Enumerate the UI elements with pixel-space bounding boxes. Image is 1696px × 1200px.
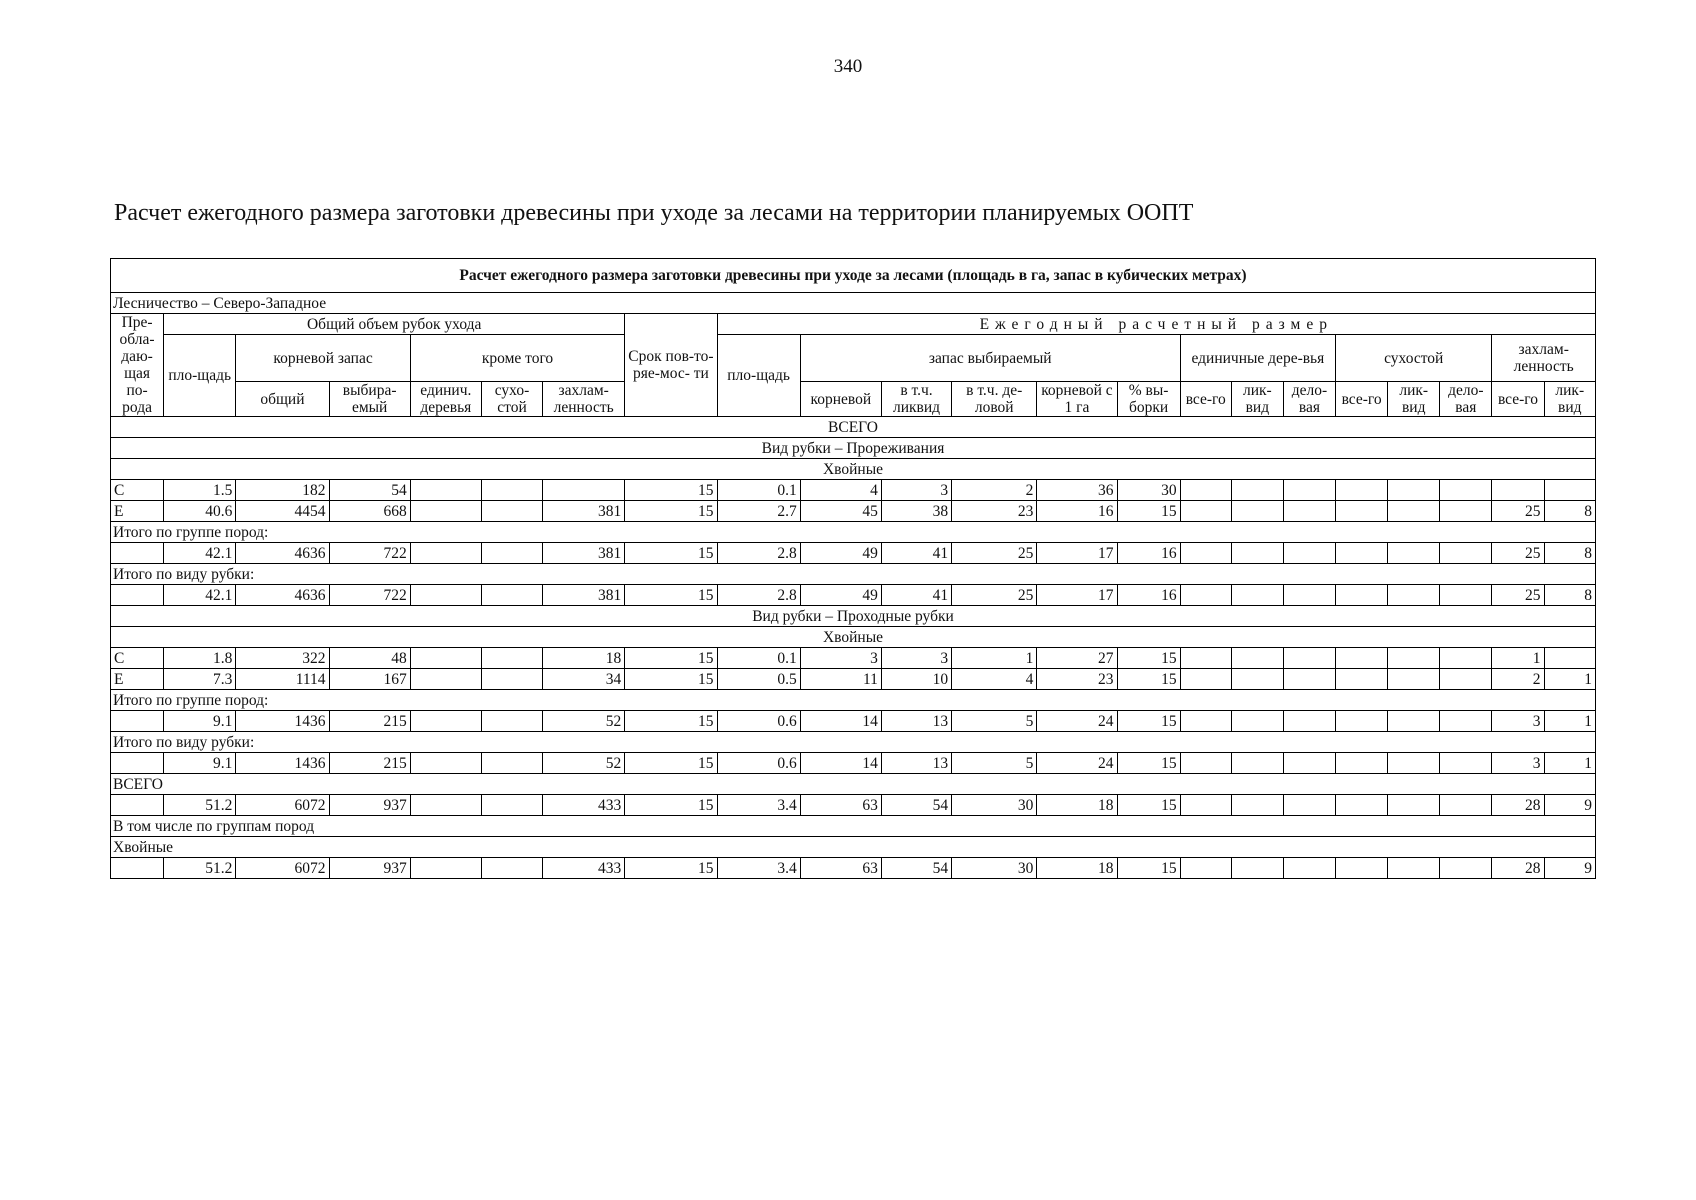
table-cell (1388, 543, 1440, 564)
table-cell: 41 (881, 585, 951, 606)
group-total-label-row (111, 690, 1596, 711)
table-cell: 2.8 (717, 543, 800, 564)
table-cell (1180, 753, 1231, 774)
table-cell (1283, 501, 1335, 522)
table-cell: 15 (1117, 795, 1180, 816)
table-cell (1388, 795, 1440, 816)
table-cell (410, 711, 481, 732)
table-cell: 4 (800, 480, 881, 501)
table-cell: 2 (952, 480, 1037, 501)
header-litter-group: захлам-ленность (1492, 335, 1596, 382)
table-cell: 1.8 (164, 648, 236, 669)
header-incl-liquid: в т.ч. ликвид (881, 382, 951, 417)
header-annual-size: Ежегодный расчетный размер (717, 314, 1595, 335)
table-cell: 8 (1544, 543, 1595, 564)
table-cell: 1114 (236, 669, 329, 690)
group-total-row (111, 711, 1596, 732)
table-cell: 1 (1544, 753, 1595, 774)
table-cell (1440, 543, 1492, 564)
grand-total-row (111, 795, 1596, 816)
table-cell: 4 (952, 669, 1037, 690)
table-cell (1283, 585, 1335, 606)
table-cell: 15 (625, 480, 717, 501)
table-cell: 3 (881, 480, 951, 501)
table-cell (1336, 858, 1388, 879)
table-cell: 3 (800, 648, 881, 669)
table-cell: 15 (625, 543, 717, 564)
table-cell (1388, 480, 1440, 501)
table-cell (481, 753, 542, 774)
table-cell (481, 648, 542, 669)
table-cell: 54 (881, 858, 951, 879)
table-cell: 15 (1117, 669, 1180, 690)
table-cell: 4454 (236, 501, 329, 522)
table-cell: 3 (1492, 711, 1544, 732)
table-cell: 52 (543, 753, 625, 774)
table-cell: 2 (1492, 669, 1544, 690)
group-total-label: Итого по группе пород: (111, 522, 1596, 543)
table-row (111, 501, 1596, 522)
table-cell: 16 (1117, 543, 1180, 564)
table-cell: 215 (329, 753, 410, 774)
table-cell: 1 (1492, 648, 1544, 669)
table-cell: 5 (952, 753, 1037, 774)
header-business-2: дело-вая (1440, 382, 1492, 417)
table-cell: 16 (1117, 585, 1180, 606)
table-cell (1180, 858, 1231, 879)
table-cell (410, 858, 481, 879)
table-cell: 937 (329, 858, 410, 879)
table-cell (1388, 648, 1440, 669)
header-besides: кроме того (410, 335, 625, 382)
type-total-row (111, 585, 1596, 606)
table-cell (1440, 648, 1492, 669)
table-cell: 14 (800, 753, 881, 774)
header-business: дело-вая (1283, 382, 1335, 417)
table-cell: Е (111, 669, 164, 690)
table-cell (1180, 543, 1231, 564)
table-cell: 15 (1117, 501, 1180, 522)
table-cell: 9 (1544, 795, 1595, 816)
table-cell: 10 (881, 669, 951, 690)
table-cell: 15 (1117, 711, 1180, 732)
table-cell: 15 (625, 501, 717, 522)
table-row (111, 480, 1596, 501)
table-cell: 182 (236, 480, 329, 501)
table-cell: 40.6 (164, 501, 236, 522)
table-cell (1180, 795, 1231, 816)
table-cell: 9.1 (164, 711, 236, 732)
table-cell: С (111, 648, 164, 669)
table-cell (1180, 585, 1231, 606)
table-cell: 9 (1544, 858, 1595, 879)
grand-total-label-row (111, 774, 1596, 795)
table-cell (481, 480, 542, 501)
table-cell: 937 (329, 795, 410, 816)
table-cell: 9.1 (164, 753, 236, 774)
header-total: общий (236, 382, 329, 417)
table-cell: 0.6 (717, 753, 800, 774)
table-cell (1231, 711, 1283, 732)
type-total-label-row (111, 564, 1596, 585)
table-cell: 30 (952, 795, 1037, 816)
table-cell: 18 (1037, 858, 1117, 879)
cut-type-heading-row (111, 606, 1596, 627)
table-cell (410, 501, 481, 522)
by-group-name: Хвойные (111, 837, 1596, 858)
table-cell (1440, 480, 1492, 501)
table-cell (410, 669, 481, 690)
table-cell: 15 (1117, 753, 1180, 774)
table-cell: 381 (543, 501, 625, 522)
table-cell (1231, 501, 1283, 522)
table-cell (111, 543, 164, 564)
table-cell: 722 (329, 543, 410, 564)
table-cell: 1.5 (164, 480, 236, 501)
header-total-volume: Общий объем рубок ухода (164, 314, 625, 335)
table-cell: 49 (800, 543, 881, 564)
table-cell: 63 (800, 858, 881, 879)
table-cell (1231, 753, 1283, 774)
table-cell (1231, 795, 1283, 816)
table-cell (481, 669, 542, 690)
table-cell: 38 (881, 501, 951, 522)
table-cell: 42.1 (164, 585, 236, 606)
table-cell: 34 (543, 669, 625, 690)
header-single-trees: единич. деревья (410, 382, 481, 417)
table-cell: 15 (625, 669, 717, 690)
table-cell: 15 (625, 648, 717, 669)
table-cell: 1436 (236, 711, 329, 732)
table-cell (1336, 648, 1388, 669)
table-cell (1440, 858, 1492, 879)
table-cell (410, 753, 481, 774)
header-stock-selected: запас выбираемый (800, 335, 1180, 382)
table-cell: 16 (1037, 501, 1117, 522)
group-total-label-row (111, 522, 1596, 543)
table-cell: 18 (1037, 795, 1117, 816)
table-cell: 51.2 (164, 858, 236, 879)
table-cell (1283, 543, 1335, 564)
table-cell (111, 711, 164, 732)
table-cell: 15 (625, 585, 717, 606)
table-cell: 54 (329, 480, 410, 501)
table-cell (1180, 711, 1231, 732)
table-cell: 433 (543, 858, 625, 879)
header-all-2: все-го (1336, 382, 1388, 417)
table-cell: 15 (625, 711, 717, 732)
table-cell (1544, 648, 1595, 669)
header-liquid-2: лик-вид (1388, 382, 1440, 417)
table-cell (1283, 648, 1335, 669)
table-cell: 0.5 (717, 669, 800, 690)
table-cell: 51.2 (164, 795, 236, 816)
table-cell: 15 (625, 753, 717, 774)
table-cell (111, 753, 164, 774)
table-cell (481, 795, 542, 816)
table-cell (1180, 480, 1231, 501)
table-cell (1336, 795, 1388, 816)
total-heading: ВСЕГО (111, 417, 1596, 438)
table-cell: 13 (881, 711, 951, 732)
table-cell (111, 858, 164, 879)
header-litter: захлам-ленность (543, 382, 625, 417)
table-cell: 5 (952, 711, 1037, 732)
table-cell (1336, 753, 1388, 774)
table-cell: 722 (329, 585, 410, 606)
header-incl-business: в т.ч. де-ловой (952, 382, 1037, 417)
table-cell (1336, 501, 1388, 522)
table-cell: 1 (952, 648, 1037, 669)
table-cell: 167 (329, 669, 410, 690)
table-cell: 25 (1492, 585, 1544, 606)
table-cell (410, 480, 481, 501)
group-total-label: Итого по группе пород: (111, 690, 1596, 711)
document-title: Расчет ежегодного размера заготовки древесины при уходе за лесами на территории планируемых ООПТ (114, 200, 1194, 226)
table-cell (1231, 480, 1283, 501)
type-total-row (111, 753, 1596, 774)
table-cell: 15 (625, 795, 717, 816)
table-cell: 18 (543, 648, 625, 669)
table-cell: 4636 (236, 543, 329, 564)
cut-type-heading: Вид рубки – Проходные рубки (111, 606, 1596, 627)
species-group-heading-row (111, 459, 1596, 480)
header-root: корневой (800, 382, 881, 417)
table-cell (1180, 501, 1231, 522)
grand-total-label: ВСЕГО (111, 774, 1596, 795)
table-cell: 15 (1117, 858, 1180, 879)
table-cell (1440, 711, 1492, 732)
table-cell: 23 (1037, 669, 1117, 690)
table-cell: 381 (543, 585, 625, 606)
table-cell: 54 (881, 795, 951, 816)
table-cell: 17 (1037, 543, 1117, 564)
table-cell: 48 (329, 648, 410, 669)
table-cell (543, 480, 625, 501)
table-cell: 6072 (236, 858, 329, 879)
species-group-heading-row (111, 627, 1596, 648)
table-cell (481, 543, 542, 564)
table-cell: 11 (800, 669, 881, 690)
table-cell (481, 711, 542, 732)
table-cell (1492, 480, 1544, 501)
table-cell: 28 (1492, 858, 1544, 879)
logging-table-container (110, 258, 1596, 879)
header-pct-selection: % вы-борки (1117, 382, 1180, 417)
table-cell: Е (111, 501, 164, 522)
table-cell: 2.7 (717, 501, 800, 522)
table-cell (1283, 480, 1335, 501)
cut-type-heading: Вид рубки – Прореживания (111, 438, 1596, 459)
table-cell: 25 (1492, 543, 1544, 564)
total-heading-row (111, 417, 1596, 438)
table-cell (1388, 711, 1440, 732)
table-cell: 8 (1544, 585, 1595, 606)
species-group-heading: Хвойные (111, 459, 1596, 480)
table-body (111, 417, 1596, 879)
table-cell (1231, 669, 1283, 690)
header-all-3: все-го (1492, 382, 1544, 417)
table-cell: 1 (1544, 711, 1595, 732)
header-dead-stand: сухо-стой (481, 382, 542, 417)
table-cell (1336, 711, 1388, 732)
by-groups-label-row (111, 816, 1596, 837)
table-cell: 41 (881, 543, 951, 564)
table-cell (410, 543, 481, 564)
group-total-row (111, 543, 1596, 564)
table-cell (1440, 501, 1492, 522)
table-cell (1440, 585, 1492, 606)
table-cell (1283, 753, 1335, 774)
table-cell (1231, 585, 1283, 606)
table-cell (1231, 543, 1283, 564)
table-cell (481, 585, 542, 606)
table-cell: 0.6 (717, 711, 800, 732)
table-cell (1336, 543, 1388, 564)
table-cell (1231, 858, 1283, 879)
table-cell (1283, 795, 1335, 816)
table-cell (1180, 669, 1231, 690)
table-cell: 668 (329, 501, 410, 522)
table-cell: 27 (1037, 648, 1117, 669)
table-cell: 63 (800, 795, 881, 816)
table-cell (481, 858, 542, 879)
header-root-stock: корневой запас (236, 335, 410, 382)
table-cell (1440, 753, 1492, 774)
table-cell: 49 (800, 585, 881, 606)
table-cell (410, 795, 481, 816)
table-cell: 1436 (236, 753, 329, 774)
table-cell: 15 (625, 858, 717, 879)
table-cell (1440, 669, 1492, 690)
table-cell (1231, 648, 1283, 669)
header-area: пло-щадь (164, 335, 236, 417)
table-cell: 28 (1492, 795, 1544, 816)
table-cell (1388, 501, 1440, 522)
table-cell (1440, 795, 1492, 816)
table-cell (410, 648, 481, 669)
type-total-label-row (111, 732, 1596, 753)
table-cell: 25 (952, 543, 1037, 564)
table-cell: 3.4 (717, 795, 800, 816)
header-species: Пре-обла-даю-щая по-рода (111, 314, 164, 417)
by-group-name-row (111, 837, 1596, 858)
table-cell: С (111, 480, 164, 501)
table-cell: 1 (1544, 669, 1595, 690)
table-cell: 381 (543, 543, 625, 564)
table-cell: 322 (236, 648, 329, 669)
table-cell: 8 (1544, 501, 1595, 522)
header-root-per-ha: корневой с 1 га (1037, 382, 1117, 417)
by-groups-label: В том числе по группам пород (111, 816, 1596, 837)
cut-type-heading-row (111, 438, 1596, 459)
table-cell (1283, 858, 1335, 879)
table-cell (1336, 480, 1388, 501)
table-cell (111, 795, 164, 816)
table-cell: 7.3 (164, 669, 236, 690)
table-cell: 433 (543, 795, 625, 816)
table-cell: 13 (881, 753, 951, 774)
table-cell (1336, 585, 1388, 606)
species-group-heading: Хвойные (111, 627, 1596, 648)
table-cell: 215 (329, 711, 410, 732)
table-cell: 42.1 (164, 543, 236, 564)
table-cell (410, 585, 481, 606)
header-annual-area: пло-щадь (717, 335, 800, 417)
page-number: 340 (833, 56, 863, 77)
by-group-row (111, 858, 1596, 879)
table-cell: 15 (1117, 648, 1180, 669)
table-cell: 2.8 (717, 585, 800, 606)
table-cell (1388, 669, 1440, 690)
table-cell: 3.4 (717, 858, 800, 879)
table-cell (1388, 858, 1440, 879)
header-single-trees-group: единичные дере-вья (1180, 335, 1335, 382)
table-cell: 0.1 (717, 480, 800, 501)
table-cell (1388, 753, 1440, 774)
table-cell: 17 (1037, 585, 1117, 606)
table-cell: 3 (881, 648, 951, 669)
table-cell (111, 585, 164, 606)
logging-calculation-table (110, 258, 1596, 879)
table-cell: 3 (1492, 753, 1544, 774)
table-cell: 30 (952, 858, 1037, 879)
table-cell: 25 (1492, 501, 1544, 522)
table-cell: 25 (952, 585, 1037, 606)
table-cell (1336, 669, 1388, 690)
table-cell: 6072 (236, 795, 329, 816)
table-cell: 24 (1037, 711, 1117, 732)
type-total-label: Итого по виду рубки: (111, 564, 1596, 585)
header-liquid: лик-вид (1231, 382, 1283, 417)
header-liquid-3: лик-вид (1544, 382, 1595, 417)
table-cell: 36 (1037, 480, 1117, 501)
table-cell: 4636 (236, 585, 329, 606)
forestry-label: Лесничество – Северо-Западное (111, 293, 1596, 314)
table-caption: Расчет ежегодного размера заготовки древесины при уходе за лесами (площадь в га, запас в кубических метрах) (111, 259, 1596, 293)
table-cell: 30 (1117, 480, 1180, 501)
header-dead-stand-group: сухостой (1336, 335, 1492, 382)
table-cell (1283, 669, 1335, 690)
table-cell: 23 (952, 501, 1037, 522)
table-cell: 45 (800, 501, 881, 522)
table-cell (1388, 585, 1440, 606)
table-header (111, 259, 1596, 417)
table-cell (1544, 480, 1595, 501)
type-total-label: Итого по виду рубки: (111, 732, 1596, 753)
table-cell: 52 (543, 711, 625, 732)
header-selected: выбира-емый (329, 382, 410, 417)
table-row (111, 669, 1596, 690)
header-period: Срок пов-то- ряе-мос- ти (625, 314, 717, 417)
table-cell (481, 501, 542, 522)
table-cell: 14 (800, 711, 881, 732)
table-cell (1283, 711, 1335, 732)
header-all: все-го (1180, 382, 1231, 417)
table-cell: 24 (1037, 753, 1117, 774)
table-cell: 0.1 (717, 648, 800, 669)
table-row (111, 648, 1596, 669)
table-cell (1180, 648, 1231, 669)
